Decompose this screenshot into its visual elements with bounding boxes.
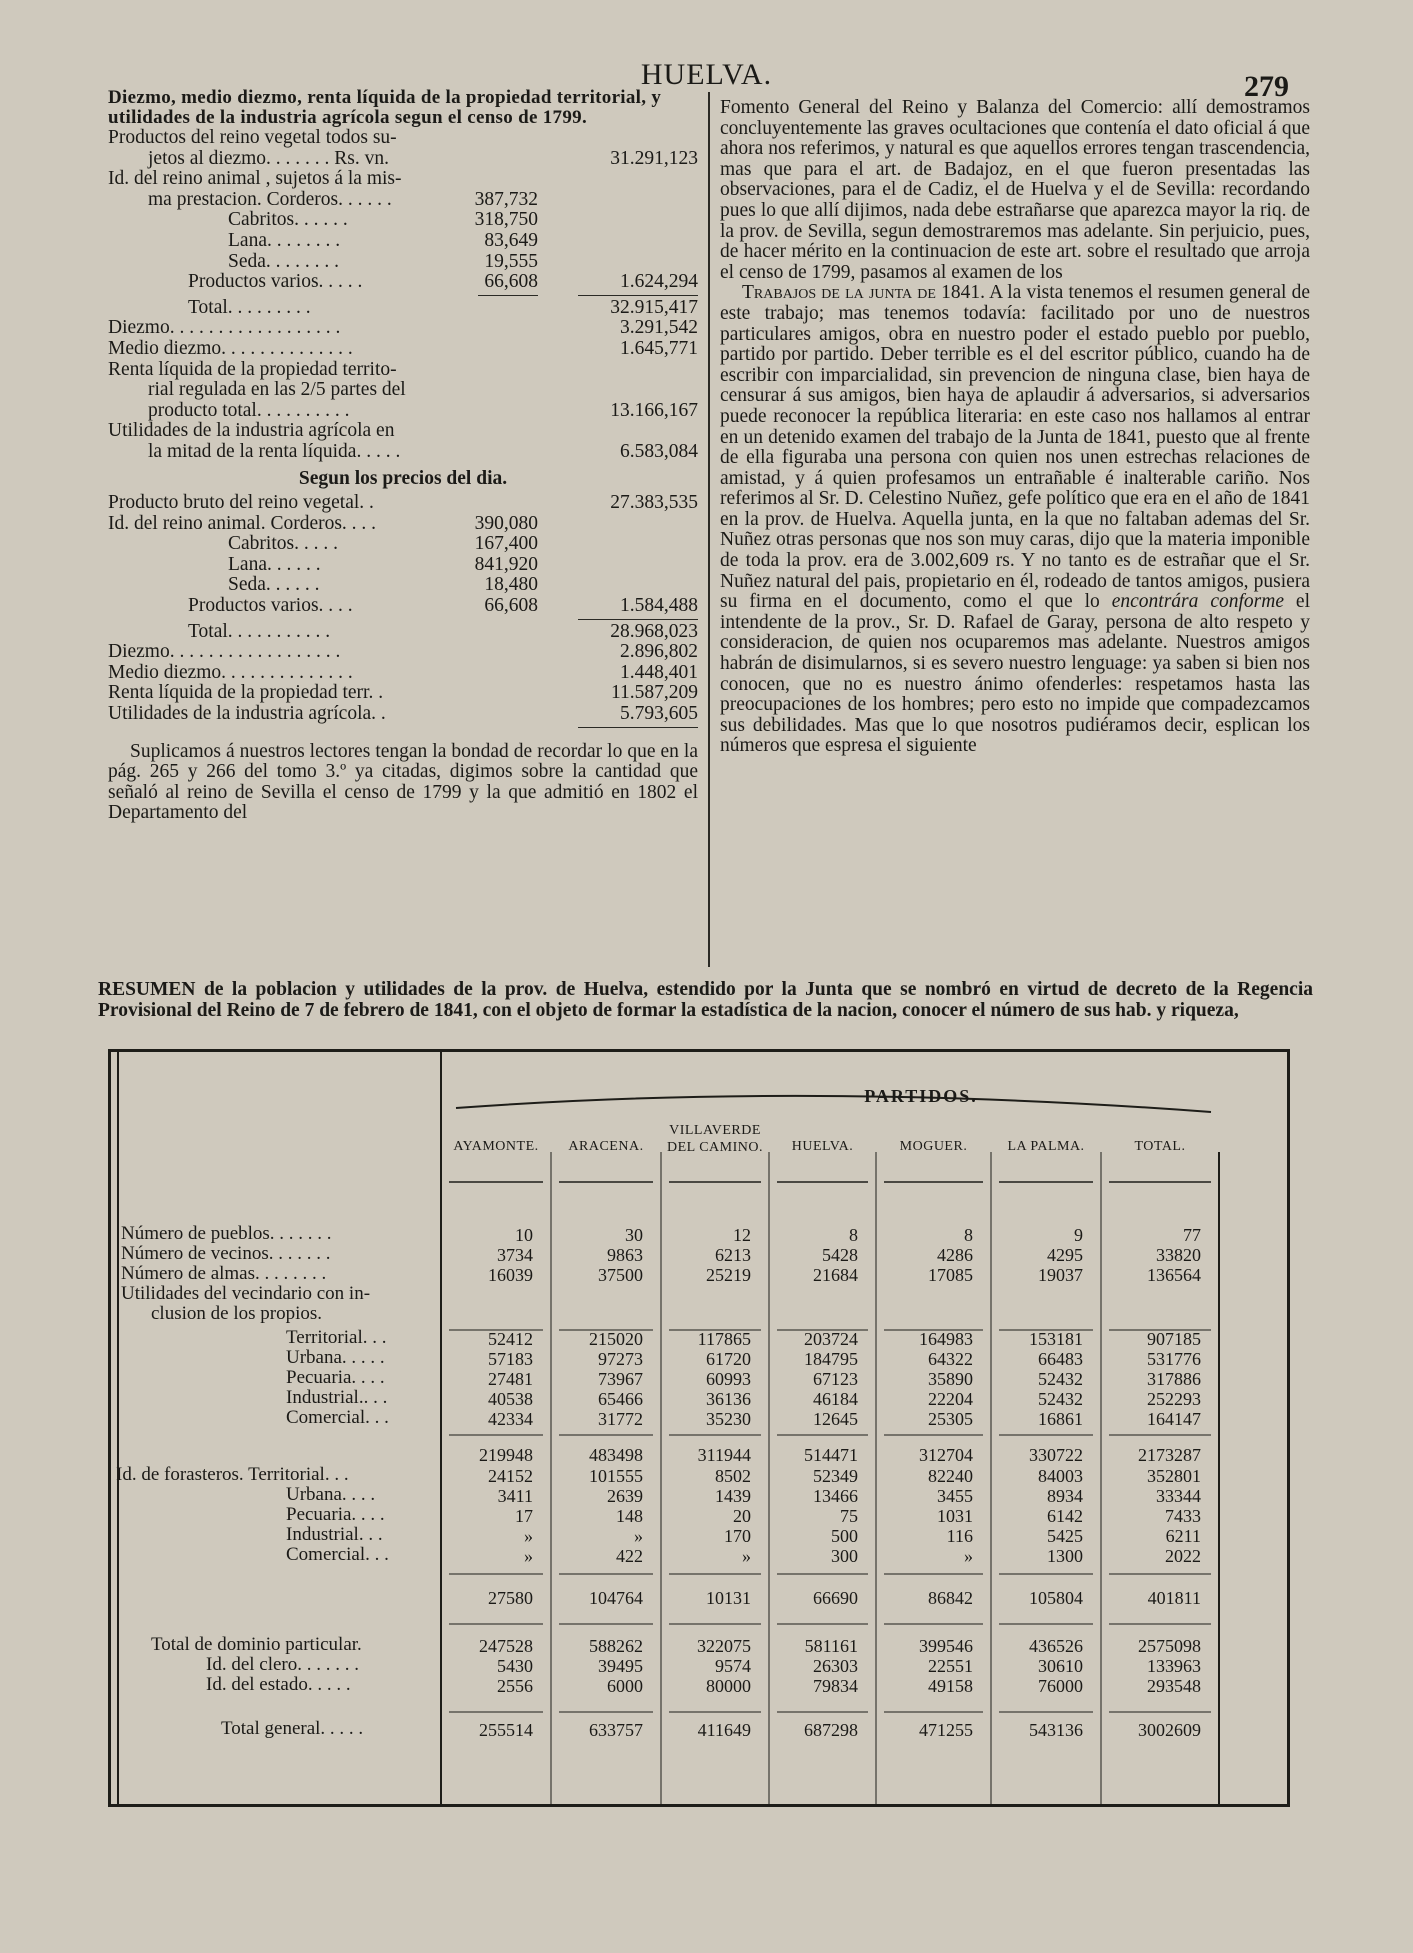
row-label: Pecuaria. . . . [286,1367,385,1388]
column-header: ARACENA. [568,1139,644,1154]
table-cell: 9863 [607,1245,643,1265]
ledger-label: Total. . . . . . . . . . . [188,620,331,642]
ledger-value: 167,400 [474,533,538,555]
left-column [108,88,698,824]
table-cell: 317886 [1147,1369,1201,1389]
ledger-total: 1.624,294 [620,271,698,293]
table-cell: 21684 [813,1265,858,1285]
ledger-label: Renta líquida de la propiedad territo- [108,358,397,380]
table-cell: 33820 [1156,1245,1201,1265]
table-cell: 61720 [706,1349,751,1369]
ledger-total: 32.915,417 [610,296,698,318]
table-cell: 3734 [497,1245,533,1265]
ledger-label: jetos al diezmo. . . . . . . Rs. vn. [148,147,390,169]
ledger-label: Seda. . . . . . [228,574,320,596]
table-cell: 25305 [928,1409,973,1429]
ledger-row [108,514,698,535]
table-cell: 46184 [813,1389,858,1409]
table-cell: 19037 [1038,1265,1083,1285]
ledger-label: Cabritos. . . . . . [228,209,348,231]
ledger-value: 841,920 [474,553,538,575]
table-cell: » [964,1546,973,1566]
table-cell: 64322 [928,1349,973,1369]
left-subheading: Segun los precios del dia. [298,467,508,489]
ledger-total: 3.291,542 [620,317,698,339]
table-cell: 203724 [804,1329,858,1349]
row-label: Urbana. . . . . [286,1347,385,1368]
table-cell: 77 [1183,1225,1201,1245]
ledger-label: ma prestacion. Corderos. . . . . . [148,188,392,210]
table-cell: 148 [616,1506,643,1526]
ledger-row [108,231,698,252]
ledger-row [108,272,698,293]
table-cell: 67123 [813,1369,858,1389]
table-cell: 97273 [598,1349,643,1369]
table-cell: 6142 [1047,1506,1083,1526]
running-head: HUELVA. [640,58,773,91]
table-cell: 401811 [1147,1588,1201,1608]
table-cell: 136564 [1147,1265,1201,1285]
right-paragraph-2 [720,283,1310,757]
ledger-label: Renta líquida de la propiedad terr. . [108,682,384,704]
ledger-block-2 [108,493,698,617]
table-cell: 5428 [822,1245,858,1265]
table-cell: 543136 [1029,1720,1083,1740]
ledger-total: 1.448,401 [620,661,698,683]
table-cell: 10 [515,1225,533,1245]
table-cell: 75 [840,1506,858,1526]
table-cell: 2639 [607,1486,643,1506]
row-label: Número de almas. . . . . . . . [121,1263,327,1284]
row-label: Urbana. . . . [286,1484,376,1505]
table-cell: 22204 [928,1389,973,1409]
ledger-label: Lana. . . . . . . . [228,229,341,251]
table-cell: 322075 [697,1636,751,1656]
ledger-total: 28.968,023 [610,620,698,642]
ledger-block-2-totals [108,622,698,725]
table-cell: 3455 [937,1486,973,1506]
table-cell: 9 [1074,1225,1083,1245]
table-cell: 219948 [479,1445,533,1465]
table-cell: 4295 [1047,1245,1083,1265]
ledger-row [108,642,698,663]
page-number: 279 [1244,70,1289,103]
column-header: MOGUER. [899,1139,968,1154]
table-cell: 411649 [697,1720,751,1740]
ledger-row [108,663,698,684]
table-cell: 101555 [589,1466,643,1486]
ledger-label: Id. del reino animal. Corderos. . . . [108,512,377,534]
column-header: AYAMONTE. [453,1139,539,1154]
ledger-total: 13.166,167 [610,399,698,421]
table-cell: 907185 [1147,1329,1201,1349]
table-cell: 1439 [715,1486,751,1506]
table-cell: 35230 [706,1409,751,1429]
table-cell: 500 [831,1526,858,1546]
ledger-row [108,683,698,704]
ledger-label: Producto bruto del reino vegetal. . [108,492,374,514]
table-cell: 164983 [919,1329,973,1349]
right-column [720,98,1310,757]
row-label: Comercial. . . [286,1407,389,1428]
table-cell: 8934 [1047,1486,1083,1506]
section-lead: Trabajos de la junta de 1841. [742,282,985,304]
row-label: Total general. . . . . [221,1718,364,1739]
ledger-rule [478,295,538,296]
table-cell: 52349 [813,1466,858,1486]
table-cell: 82240 [928,1466,973,1486]
ledger-value: 318,750 [474,209,538,231]
table-cell: 73967 [598,1369,643,1389]
table-cell: 16039 [488,1265,533,1285]
table-cell: 33344 [1156,1486,1201,1506]
table-cell: 483498 [589,1445,643,1465]
table-cell: 2173287 [1138,1445,1201,1465]
row-label: Comercial. . . [286,1544,389,1565]
table-cell: 422 [616,1546,643,1566]
ledger-row [108,149,698,170]
group-header: PARTIDOS. [864,1086,978,1106]
table-cell: 215020 [589,1329,643,1349]
ledger-row [108,493,698,514]
table-cell: 66690 [813,1588,858,1608]
table-cell: 26303 [813,1656,858,1676]
ledger-label: Medio diezmo. . . . . . . . . . . . . . [108,661,353,683]
table-cell: 30 [625,1225,643,1245]
table-cell: 164147 [1147,1409,1201,1429]
ledger-rule [578,619,698,620]
table-cell: 8 [849,1225,858,1245]
table-cell: 39495 [598,1656,643,1676]
table-cell: 20 [733,1506,751,1526]
table-cell: 52412 [488,1329,533,1349]
summary-table [108,1049,1290,1807]
ledger-label: la mitad de la renta líquida. . . . . [148,440,401,462]
table-cell: 170 [724,1526,751,1546]
right-paragraph-1: Fomento General del Reino y Balanza del Comercio: allí demostramos concluyentemente las graves ocultaciones que contenía el dato oficial á que ahora nos referimos, y natural es que aquellos errores tengan trascendencia, mas que para el art. de Badajoz, en el que fueron presentadas las observaciones, para el de Cadiz, el de Huelva y el de Sevilla: recordando pues lo que allí dijimos, nada debe estrañarse que aparezca mayor la riq. de la prov. de Sevilla, segun demostraremos mas adelante. Sin perjuicio, pues, de hacer mérito en la continuacion de este art. sobre el resultado que arroja el censo de 1799, pasamos al examen de los [720,97,1310,283]
ledger-total: 1.645,771 [620,337,698,359]
table-cell: 25219 [706,1265,751,1285]
table-cell: 399546 [919,1636,973,1656]
table-cell: 2575098 [1138,1636,1201,1656]
table-cell: 293548 [1147,1676,1201,1696]
table-cell: 1300 [1047,1546,1083,1566]
table-cell: 8 [964,1225,973,1245]
table-cell: 252293 [1147,1389,1201,1409]
table-cell: 116 [946,1526,973,1546]
ledger-label: Productos varios. . . . . [188,271,363,293]
ledger-label: Productos del reino vegetal todos su- [108,127,397,148]
table-cell: 12645 [813,1409,858,1429]
ledger-total: 11.587,209 [610,682,698,704]
ledger-row [108,252,698,273]
ledger-label: Diezmo. . . . . . . . . . . . . . . . . . [108,641,341,663]
row-label: Total de dominio particular. [151,1634,362,1655]
ledger-value: 83,649 [484,229,538,251]
ledger-total: 5.793,605 [620,703,698,725]
table-cell: 247528 [479,1636,533,1656]
table-cell: 184795 [804,1349,858,1369]
table-cell: 7433 [1165,1506,1201,1526]
table-cell: 31772 [598,1409,643,1429]
table-cell: » [634,1526,643,1546]
ledger-row [108,442,698,463]
row-label: Id. del estado. . . . . [206,1674,351,1695]
ledger-row [108,318,698,339]
ledger-value: 19,555 [484,250,538,272]
table-cell: 514471 [804,1445,858,1465]
table-cell: 581161 [804,1636,858,1656]
table-cell: 80000 [706,1676,751,1696]
italic-phrase: encontrára conforme [1111,591,1284,613]
row-label: Industrial.. . . [286,1387,388,1408]
ledger-label: Utilidades de la industria agrícola en [108,420,395,442]
ledger-row [108,298,698,319]
ledger-total: 1.584,488 [620,595,698,617]
table-cell: 311944 [697,1445,751,1465]
table-cell: 5430 [497,1656,533,1676]
table-cell: 3002609 [1138,1720,1201,1740]
table-cell: 30610 [1038,1656,1083,1676]
table-cell: 79834 [813,1676,858,1696]
ledger-row [108,128,698,149]
column-divider [708,92,710,967]
table-cell: 65466 [598,1389,643,1409]
column-header: VILLAVERDE DEL CAMINO. [667,1123,763,1155]
ledger-value: 66,608 [484,595,538,617]
row-label: Id. del clero. . . . . . . [206,1654,360,1675]
table-cell: 2556 [497,1676,533,1696]
paragraph-text: A la vista tenemos el resumen general de este trabajo; mas tenemos todavía: facilitado por uno de nuestros particulares amigos, obra en nuestro poder el estado pueblo por pueblo, partido por partido. Deber terrible es el del escritor público, cuando ha de escribir con imparcialidad, sin prevencion de ninguna clase, bien haya de censurar á sus amigos, bien haya de aplaudir á adversarios, si adversarios puede reconocer la república literaria: en este caso nos hallamos al entrar en un detenido examen del trabajo de la Junta de 1841, puesto que al frente de ella figuraba una persona con quien nos unen estrechas relaciones de amistad, y á quien profesamos un entrañable é inalterable cariño. Nos referimos al Sr. D. Celestino Nuñez, gefe político que era en el año de 1841 en la prov. de Huelva. Aquella junta, en la que no faltaban ademas del Sr. Nuñez otras personas que nos son muy caras, dijo que la materia imponible de toda la prov. era de 3.002,609 rs. Y no tanto es de estrañar que el Sr. Nuñez natural del pais, propietario en él, rodeado de tantos amigos, pusiera su firma en el documento, como el que lo [720,282,1310,613]
table-cell: 300 [831,1546,858,1566]
table-cell: 52432 [1038,1369,1083,1389]
ledger-label: producto total. . . . . . . . . . [148,399,350,421]
table-cell: 104764 [589,1588,643,1608]
row-label: Territorial. . . [286,1327,387,1348]
ledger-label: Lana. . . . . . [228,553,321,575]
table-cell: 24152 [488,1466,533,1486]
table-cell: » [742,1546,751,1566]
ledger-row [108,421,698,442]
table-cell: 633757 [589,1720,643,1740]
table-cell: 66483 [1038,1349,1083,1369]
table-cell: 6211 [1165,1526,1201,1546]
ledger-row [108,169,698,190]
ledger-label: Diezmo. . . . . . . . . . . . . . . . . . [108,317,341,339]
table-cell: 17 [515,1506,533,1526]
table-cell: 117865 [697,1329,751,1349]
ledger-row [108,704,698,725]
table-cell: 330722 [1029,1445,1083,1465]
row-label: Número de vecinos. . . . . . . [121,1243,331,1264]
ledger-label: Seda. . . . . . . . [228,250,340,272]
row-label: clusion de los propios. [151,1303,322,1324]
table-cell: 35890 [928,1369,973,1389]
ledger-value: 18,480 [484,574,538,596]
ledger-value: 66,608 [484,271,538,293]
table-title: RESUMEN de la poblacion y utilidades de la prov. de Huelva, estendido por la Junta que se nombró en virtud de decreto de la Regencia Provisional del Reino de 7 de febrero de 1841, con el objeto de formar la estadística de la nacion, conocer el número de sus hab. y riqueza, [98,979,1313,1021]
table-cell: 1031 [937,1506,973,1526]
table-cell: 133963 [1147,1656,1201,1676]
ledger-value: 390,080 [474,512,538,534]
ledger-row [108,380,698,401]
table-cell: 16861 [1038,1409,1083,1429]
ledger-total: 6.583,084 [620,440,698,462]
ledger-label: Cabritos. . . . . [228,533,338,555]
table-cell: 84003 [1038,1466,1083,1486]
row-label: Pecuaria. . . . [286,1504,385,1525]
table-cell: 6000 [607,1676,643,1696]
table-cell: 255514 [479,1720,533,1740]
row-label: Industrial. . . [286,1524,383,1545]
table-cell: 9574 [715,1656,751,1676]
table-cell: 153181 [1029,1329,1083,1349]
table-cell: 12 [733,1225,751,1245]
ledger-total: 27.383,535 [610,492,698,514]
ledger-block-1 [108,128,698,293]
ledger-row [108,555,698,576]
table-cell: 57183 [488,1349,533,1369]
table-cell: 40538 [488,1389,533,1409]
ledger-row [108,534,698,555]
ledger-row [108,596,698,617]
table-cell: 49158 [928,1676,973,1696]
table-cell: 27580 [488,1588,533,1608]
ledger-block-1-totals [108,298,698,463]
ledger-row [108,339,698,360]
ledger-label: Id. del reino animal , sujetos á la mis- [108,168,402,190]
ledger-label: Productos varios. . . . [188,595,353,617]
table-cell: 5425 [1047,1526,1083,1546]
table-cell: 10131 [706,1588,751,1608]
ledger-row [108,622,698,643]
column-header: HUELVA. [791,1139,854,1154]
ledger-label: Total. . . . . . . . . [188,296,311,318]
table-cell: 27481 [488,1369,533,1389]
table-cell: 436526 [1029,1636,1083,1656]
paragraph-text: el intendente de la prov., Sr. D. Rafael de Garay, persona de alto respeto y consideracion, de quien nos ocuparemos mas adelante. Nuestros amigos habrán de disimularnos, si es severo nuestro lenguage: ya saben si bien nos conocen, que no es nuestro ánimo ofenderles: respetamos hasta las preocupaciones de los hombres; pero esto no impide que compadezcamos sus debilidades. Mas que lo que nosotros pudiéramos decir, esplican los números que espresa el siguiente [720,591,1310,757]
table-cell: 3411 [497,1486,533,1506]
table-cell: 42334 [488,1409,533,1429]
column-header: TOTAL. [1134,1139,1186,1154]
table-cell: 76000 [1038,1676,1083,1696]
ledger-label: Medio diezmo. . . . . . . . . . . . . . [108,337,353,359]
table-cell: 531776 [1147,1349,1201,1369]
table-cell: 37500 [598,1265,643,1285]
ledger-label: Utilidades de la industria agrícola. . [108,703,386,725]
ledger-label: rial regulada en las 2/5 partes del [148,379,406,401]
ledger-rule [578,727,698,728]
row-label: Id. de forasteros. Territorial. . . [116,1464,349,1485]
ledger-total: 2.896,802 [620,641,698,663]
row-label: Número de pueblos. . . . . . . [121,1223,332,1244]
ledger-value: 387,732 [474,188,538,210]
table-cell: 22551 [928,1656,973,1676]
table-cell: 4286 [937,1245,973,1265]
table-cell: 588262 [589,1636,643,1656]
table-cell: 86842 [928,1588,973,1608]
table-cell: » [524,1546,533,1566]
table-cell: » [524,1526,533,1546]
table-cell: 36136 [706,1389,751,1409]
table-cell: 312704 [919,1445,973,1465]
ledger-row [108,190,698,211]
table-cell: 13466 [813,1486,858,1506]
row-label: Utilidades del vecindario con in- [121,1283,371,1304]
table-cell: 105804 [1029,1588,1083,1608]
table-cell: 17085 [928,1265,973,1285]
ledger-row [108,401,698,422]
closing-paragraph: Suplicamos á nuestros lectores tengan la bondad de recordar lo que en la pág. 265 y 266 del tomo 3.º ya citadas, digimos sobre la cantidad que señaló al reino de Sevilla el censo de 1799 y la que admitió en 1802 el Departamento del [108,740,698,824]
ledger-rule [578,295,698,296]
table-cell: 8502 [715,1466,751,1486]
table-cell: 6213 [715,1245,751,1265]
column-header: LA PALMA. [1007,1139,1085,1154]
ledger-row [108,360,698,381]
ledger-row [108,575,698,596]
ledger-row [108,210,698,231]
table-cell: 2022 [1165,1546,1201,1566]
table-cell: 687298 [804,1720,858,1740]
table-cell: 60993 [706,1369,751,1389]
left-heading: Diezmo, medio diezmo, renta líquida de la propiedad territorial, y utilidades de la industria agrícola segun el censo de 1799. [108,87,662,128]
ledger-total: 31.291,123 [610,147,698,169]
table-cell: 352801 [1147,1466,1201,1486]
table-cell: 471255 [919,1720,973,1740]
table-cell: 52432 [1038,1389,1083,1409]
